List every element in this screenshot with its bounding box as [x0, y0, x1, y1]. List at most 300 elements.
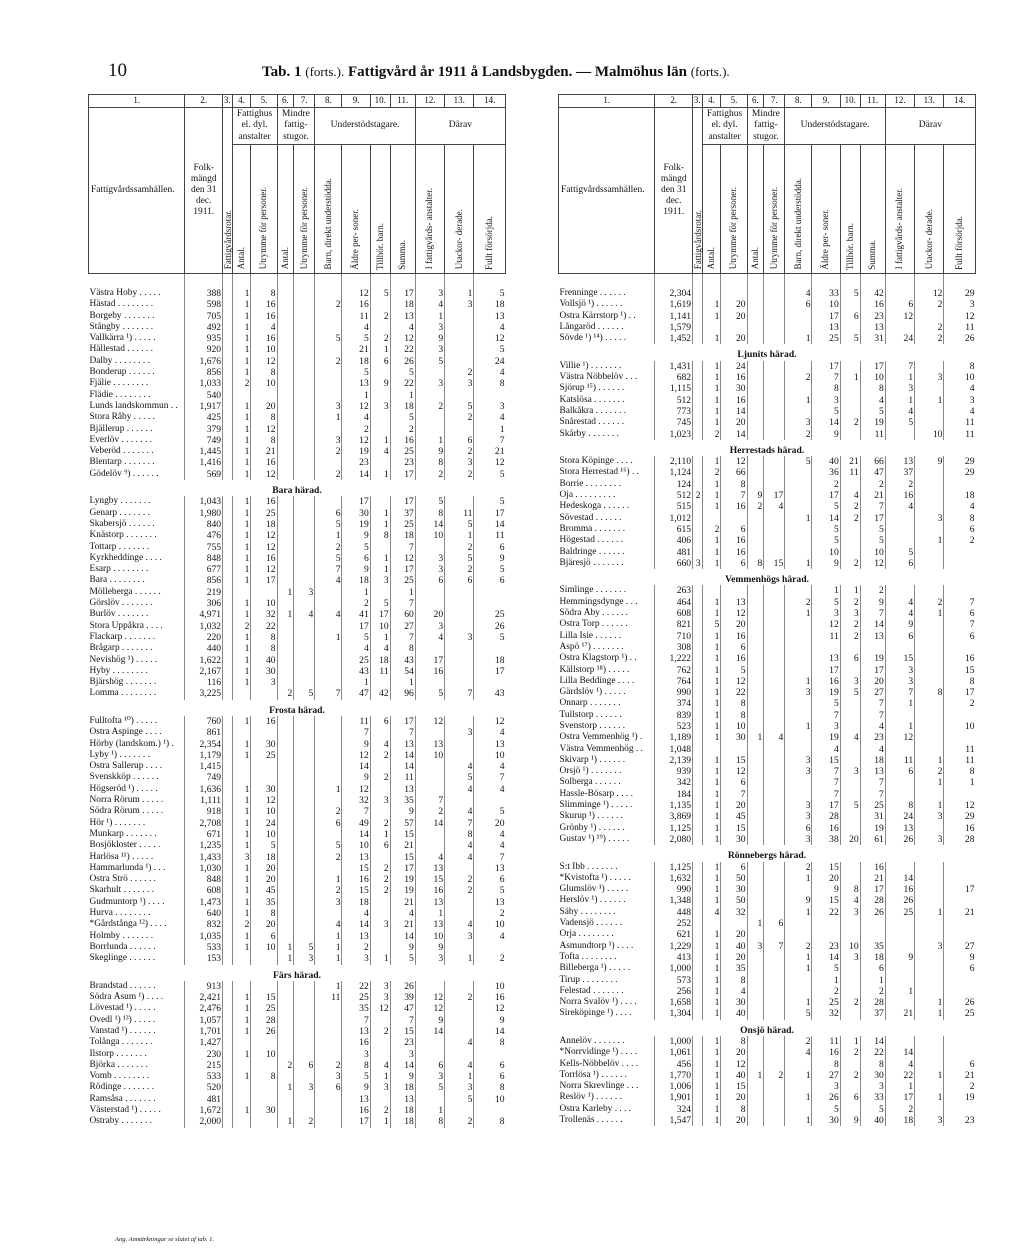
value-cell: [223, 412, 232, 423]
value-cell: [315, 716, 342, 727]
value-cell: [223, 1015, 232, 1026]
section-header-row: [89, 480, 506, 496]
value-cell: [294, 378, 315, 389]
value-cell: 5: [474, 496, 506, 507]
value-cell: [315, 666, 342, 677]
value-cell: 263: [655, 585, 693, 596]
value-cell: [294, 992, 315, 1003]
value-cell: 4: [342, 643, 370, 654]
value-cell: [693, 395, 702, 406]
value-cell: [277, 356, 294, 367]
value-cell: 1: [702, 299, 721, 310]
value-cell: 36: [812, 467, 840, 478]
municipality-name: Blentarp . . . . . . .: [89, 457, 155, 468]
value-cell: 374: [655, 698, 693, 709]
value-cell: [747, 361, 764, 372]
value-cell: [415, 727, 444, 738]
value-cell: 8: [915, 687, 944, 698]
value-cell: 939: [655, 766, 693, 777]
value-cell: 1: [702, 547, 721, 558]
value-cell: 7: [390, 727, 415, 738]
value-cell: [747, 800, 764, 811]
value-cell: 3: [944, 395, 976, 406]
value-cell: 8: [251, 908, 277, 919]
value-cell: 1: [232, 435, 251, 446]
value-cell: [223, 750, 232, 761]
value-cell: 43: [474, 688, 506, 699]
value-cell: [915, 501, 944, 512]
value-cell: 14: [342, 761, 370, 772]
value-cell: 1: [702, 986, 721, 997]
table-row: [89, 508, 506, 519]
value-cell: [223, 1116, 232, 1127]
municipality-name: Solberga . . . . . .: [559, 777, 621, 788]
value-cell: [415, 643, 444, 654]
value-cell: [915, 585, 944, 596]
value-cell: 1,304: [655, 1008, 693, 1019]
value-cell: 682: [655, 372, 693, 383]
municipality-name: Everlöv . . . . . . .: [89, 434, 152, 445]
value-cell: [277, 761, 294, 772]
value-cell: 4: [370, 643, 390, 654]
value-cell: [764, 895, 785, 906]
value-cell: [915, 710, 944, 721]
value-cell: 41: [342, 609, 370, 620]
value-cell: [785, 744, 812, 755]
value-cell: 3: [915, 834, 944, 845]
value-cell: 1: [277, 953, 294, 964]
value-cell: [223, 457, 232, 468]
value-cell: [915, 952, 944, 963]
value-cell: 3: [315, 435, 342, 446]
table-row: [559, 513, 976, 524]
value-cell: [764, 1047, 785, 1058]
value-cell: 35: [721, 963, 747, 974]
value-cell: 677: [185, 564, 223, 575]
value-cell: 1: [915, 777, 944, 788]
value-cell: [764, 907, 785, 918]
value-cell: [764, 322, 785, 333]
municipality-name: Brågarp . . . . . . .: [89, 643, 153, 654]
value-cell: 4: [342, 908, 370, 919]
value-cell: [915, 619, 944, 630]
municipality-name: Borgeby . . . . . . .: [89, 310, 155, 321]
municipality-name: Långaröd . . . . . .: [559, 321, 624, 332]
table-row: [89, 784, 506, 795]
value-cell: 19: [812, 687, 840, 698]
municipality-name: Borrlunda . . . . . .: [89, 941, 156, 952]
value-cell: 1: [232, 344, 251, 355]
title-forts: (forts.).: [305, 64, 345, 79]
value-cell: [721, 322, 747, 333]
value-cell: 4: [944, 501, 976, 512]
value-cell: [915, 524, 944, 535]
value-cell: [885, 274, 914, 300]
value-cell: [315, 424, 342, 435]
municipality-name: Bromma . . . . . . .: [559, 523, 626, 534]
value-cell: 6: [764, 918, 785, 929]
left-table: [88, 94, 506, 1128]
value-cell: 35: [251, 897, 277, 908]
value-cell: [693, 732, 702, 743]
value-cell: 9: [474, 553, 506, 564]
value-cell: 2: [370, 750, 390, 761]
value-cell: 2: [812, 479, 840, 490]
value-cell: 14: [885, 873, 914, 884]
value-cell: [693, 322, 702, 333]
value-cell: 2: [860, 986, 885, 997]
value-cell: 2,080: [655, 834, 693, 845]
value-cell: 5: [251, 840, 277, 851]
value-cell: 8: [721, 698, 747, 709]
value-cell: [315, 908, 342, 919]
value-cell: 1: [702, 1008, 721, 1019]
value-cell: 17: [390, 469, 415, 480]
municipality-name: Kells-Nöbbelöv . . . .: [559, 1058, 639, 1069]
value-cell: 1,632: [655, 873, 693, 884]
column-header-12-label: I fattigvårds- anstalter.: [424, 188, 435, 270]
value-cell: [223, 311, 232, 322]
value-cell: [885, 941, 914, 952]
value-cell: [915, 406, 944, 417]
value-cell: [915, 311, 944, 322]
value-cell: [840, 1081, 860, 1092]
value-cell: 25: [860, 800, 885, 811]
value-cell: 16: [415, 885, 444, 896]
value-cell: 1: [747, 1070, 764, 1081]
value-cell: [223, 344, 232, 355]
value-cell: 13: [390, 739, 415, 750]
value-cell: 12: [251, 356, 277, 367]
value-cell: 4: [812, 744, 840, 755]
value-cell: [764, 547, 785, 558]
value-cell: 17: [860, 665, 885, 676]
table-row: [89, 553, 506, 564]
value-cell: [315, 621, 342, 632]
value-cell: [944, 558, 976, 569]
value-cell: 481: [655, 547, 693, 558]
value-cell: 6: [785, 299, 812, 310]
table-row: [89, 840, 506, 851]
value-cell: [474, 795, 506, 806]
value-cell: [693, 619, 702, 630]
value-cell: 3: [885, 383, 914, 394]
value-cell: 39: [390, 992, 415, 1003]
column-header-5: [721, 145, 747, 274]
value-cell: [294, 412, 315, 423]
column-header-4-label: Antal.: [705, 247, 716, 270]
value-cell: 8: [474, 1116, 506, 1127]
table-row: [559, 873, 976, 884]
value-cell: 14: [415, 818, 444, 829]
title-forts-2: (forts.).: [690, 64, 730, 79]
value-cell: [693, 406, 702, 417]
value-cell: 23: [390, 1037, 415, 1048]
value-cell: 11: [390, 772, 415, 783]
value-cell: 8: [944, 513, 976, 524]
value-cell: 9: [885, 952, 914, 963]
value-cell: [277, 863, 294, 874]
value-cell: 1,473: [185, 897, 223, 908]
value-cell: 6: [474, 1071, 506, 1082]
value-cell: 9: [342, 739, 370, 750]
value-cell: 2: [445, 885, 474, 896]
value-cell: 4: [415, 852, 444, 863]
value-cell: 1: [785, 1070, 812, 1081]
value-cell: [415, 1094, 444, 1105]
value-cell: 20: [251, 863, 277, 874]
value-cell: 4: [445, 761, 474, 772]
value-cell: [885, 585, 914, 596]
section-title: Färs härad.: [273, 969, 321, 981]
municipality-name: Gärdslöv ¹) . . . . .: [559, 687, 626, 698]
municipality-name: Tofta . . . . . . . .: [559, 951, 617, 962]
value-cell: [693, 1036, 702, 1047]
value-cell: [294, 632, 315, 643]
value-cell: [315, 274, 342, 300]
value-cell: 9: [474, 1015, 506, 1026]
value-cell: 671: [185, 829, 223, 840]
value-cell: 1: [915, 1092, 944, 1103]
value-cell: 1: [702, 1115, 721, 1126]
value-cell: 42: [860, 274, 885, 300]
value-cell: 2: [840, 1047, 860, 1058]
table-row: [559, 608, 976, 619]
value-cell: [693, 687, 702, 698]
value-cell: 1: [370, 508, 390, 519]
value-cell: 1: [232, 299, 251, 310]
value-cell: 18: [860, 755, 885, 766]
value-cell: [785, 383, 812, 394]
value-cell: [840, 1008, 860, 1019]
value-cell: 598: [185, 299, 223, 310]
table-row: [89, 274, 506, 300]
value-cell: 12: [251, 564, 277, 575]
value-cell: 1: [702, 1047, 721, 1058]
value-cell: 1,547: [655, 1115, 693, 1126]
table-row: [559, 1104, 976, 1115]
value-cell: 7: [342, 727, 370, 738]
value-cell: [747, 755, 764, 766]
value-cell: 2: [415, 401, 444, 412]
value-cell: 4: [445, 1060, 474, 1071]
value-cell: 1,901: [655, 1092, 693, 1103]
value-cell: 4: [342, 322, 370, 333]
value-cell: 12: [370, 1003, 390, 1014]
value-cell: 1: [885, 721, 914, 732]
value-cell: [693, 721, 702, 732]
value-cell: 40: [721, 1008, 747, 1019]
value-cell: [840, 698, 860, 709]
column-number: 8.: [785, 95, 812, 108]
value-cell: 23: [860, 732, 885, 743]
table-row: [89, 919, 506, 930]
value-cell: 4: [885, 501, 914, 512]
value-cell: 1: [232, 1105, 251, 1116]
value-cell: [764, 274, 785, 300]
table-row: [559, 721, 976, 732]
value-cell: 9: [342, 772, 370, 783]
value-cell: [445, 643, 474, 654]
value-cell: [415, 840, 444, 851]
municipality-name: Örja . . . . . . . .: [559, 929, 614, 940]
value-cell: 2: [915, 597, 944, 608]
value-cell: 50: [721, 873, 747, 884]
value-cell: 3: [915, 811, 944, 822]
value-cell: [445, 655, 474, 666]
value-cell: 1: [232, 609, 251, 620]
value-cell: 2: [370, 818, 390, 829]
value-cell: 1: [702, 862, 721, 873]
value-cell: 1: [232, 333, 251, 344]
value-cell: [915, 558, 944, 569]
value-cell: 8: [445, 829, 474, 840]
value-cell: 1: [915, 395, 944, 406]
value-cell: 3: [370, 1082, 390, 1093]
value-cell: 1: [785, 395, 812, 406]
value-cell: 3: [445, 457, 474, 468]
value-cell: 5: [415, 688, 444, 699]
value-cell: 22: [342, 981, 370, 992]
municipality-name: Högestad . . . . . .: [559, 535, 624, 546]
value-cell: 16: [251, 457, 277, 468]
municipality-name: Simlinge . . . . . . .: [559, 585, 627, 596]
value-cell: 20: [721, 929, 747, 940]
value-cell: 406: [655, 535, 693, 546]
value-cell: [294, 806, 315, 817]
table-row: [89, 1049, 506, 1060]
value-cell: [915, 918, 944, 929]
table-row: [559, 372, 976, 383]
value-cell: 1: [232, 716, 251, 727]
value-cell: 184: [655, 789, 693, 800]
value-cell: 1: [702, 721, 721, 732]
value-cell: 7: [860, 608, 885, 619]
value-cell: [294, 772, 315, 783]
value-cell: 124: [655, 479, 693, 490]
value-cell: 12: [721, 676, 747, 687]
value-cell: 11: [445, 508, 474, 519]
table-row: [89, 457, 506, 468]
value-cell: [294, 311, 315, 322]
municipality-name: Lilla Isie . . . . . .: [559, 630, 622, 641]
value-cell: [944, 585, 976, 596]
value-cell: [223, 632, 232, 643]
value-cell: [277, 643, 294, 654]
value-cell: 1: [885, 395, 914, 406]
value-cell: [747, 1092, 764, 1103]
value-cell: [277, 727, 294, 738]
value-cell: [415, 829, 444, 840]
value-cell: [474, 643, 506, 654]
value-cell: [764, 456, 785, 467]
value-cell: 1: [915, 1008, 944, 1019]
value-cell: 3: [785, 811, 812, 822]
value-cell: 9: [415, 333, 444, 344]
value-cell: [223, 677, 232, 688]
value-cell: [415, 677, 444, 688]
value-cell: 2: [840, 417, 860, 428]
value-cell: 1,006: [655, 1081, 693, 1092]
value-cell: 18: [390, 530, 415, 541]
value-cell: 6: [840, 1092, 860, 1103]
value-cell: 8: [251, 643, 277, 654]
value-cell: 1: [370, 519, 390, 530]
value-cell: 26: [390, 356, 415, 367]
value-cell: 10: [251, 378, 277, 389]
value-cell: 3: [415, 553, 444, 564]
value-cell: 12: [944, 311, 976, 322]
table-row: [559, 456, 976, 467]
value-cell: 1: [232, 863, 251, 874]
section-title: Vemmenhögs härad.: [725, 574, 809, 586]
value-cell: [232, 727, 251, 738]
value-cell: [747, 513, 764, 524]
value-cell: 6: [721, 642, 747, 653]
value-cell: 12: [915, 274, 944, 300]
value-cell: [915, 547, 944, 558]
municipality-name: Herslöv ¹) . . . . . .: [559, 895, 626, 906]
value-cell: [764, 811, 785, 822]
value-cell: 1: [944, 777, 976, 788]
value-cell: 1: [232, 446, 251, 457]
municipality-name: Kyrkheddinge . . . .: [89, 552, 162, 563]
municipality-name: Gödelöv ⁹) . . . . . .: [89, 468, 159, 479]
group-header-darav: Därav: [415, 108, 505, 145]
municipality-name: Fulltofta ¹⁰) . . . . .: [89, 715, 158, 726]
value-cell: 19: [812, 732, 840, 743]
value-cell: 3: [445, 378, 474, 389]
municipality-name: Tullstorp . . . . . .: [559, 709, 622, 720]
value-cell: 3: [370, 992, 390, 1003]
value-cell: [747, 698, 764, 709]
value-cell: 1: [702, 997, 721, 1008]
municipality-name: *Kvistofta ¹) . . . . .: [559, 872, 631, 883]
value-cell: [785, 642, 812, 653]
value-cell: [370, 390, 390, 401]
value-cell: 1,235: [185, 840, 223, 851]
value-cell: 1,917: [185, 401, 223, 412]
value-cell: 2: [764, 1070, 785, 1081]
value-cell: [764, 642, 785, 653]
value-cell: [294, 424, 315, 435]
municipality-name: Ramsåsa . . . . . . .: [89, 1093, 156, 1104]
value-cell: [693, 361, 702, 372]
value-cell: 5: [474, 632, 506, 643]
value-cell: 2: [885, 1104, 914, 1115]
value-cell: 3: [840, 676, 860, 687]
value-cell: 8: [812, 383, 840, 394]
column-header-7: [294, 145, 315, 274]
value-cell: 1: [702, 372, 721, 383]
value-cell: [764, 361, 785, 372]
value-cell: 1: [232, 401, 251, 412]
table-row: [89, 469, 506, 480]
value-cell: [294, 727, 315, 738]
municipality-name: Lyby ¹) . . . . . . .: [89, 749, 150, 760]
value-cell: [445, 424, 474, 435]
value-cell: [277, 919, 294, 930]
value-cell: [915, 986, 944, 997]
value-cell: 16: [251, 496, 277, 507]
value-cell: [693, 1059, 702, 1070]
value-cell: 10: [251, 598, 277, 609]
value-cell: [223, 992, 232, 1003]
value-cell: 1,033: [185, 378, 223, 389]
value-cell: 3: [860, 1081, 885, 1092]
value-cell: 5: [702, 619, 721, 630]
value-cell: [232, 1037, 251, 1048]
